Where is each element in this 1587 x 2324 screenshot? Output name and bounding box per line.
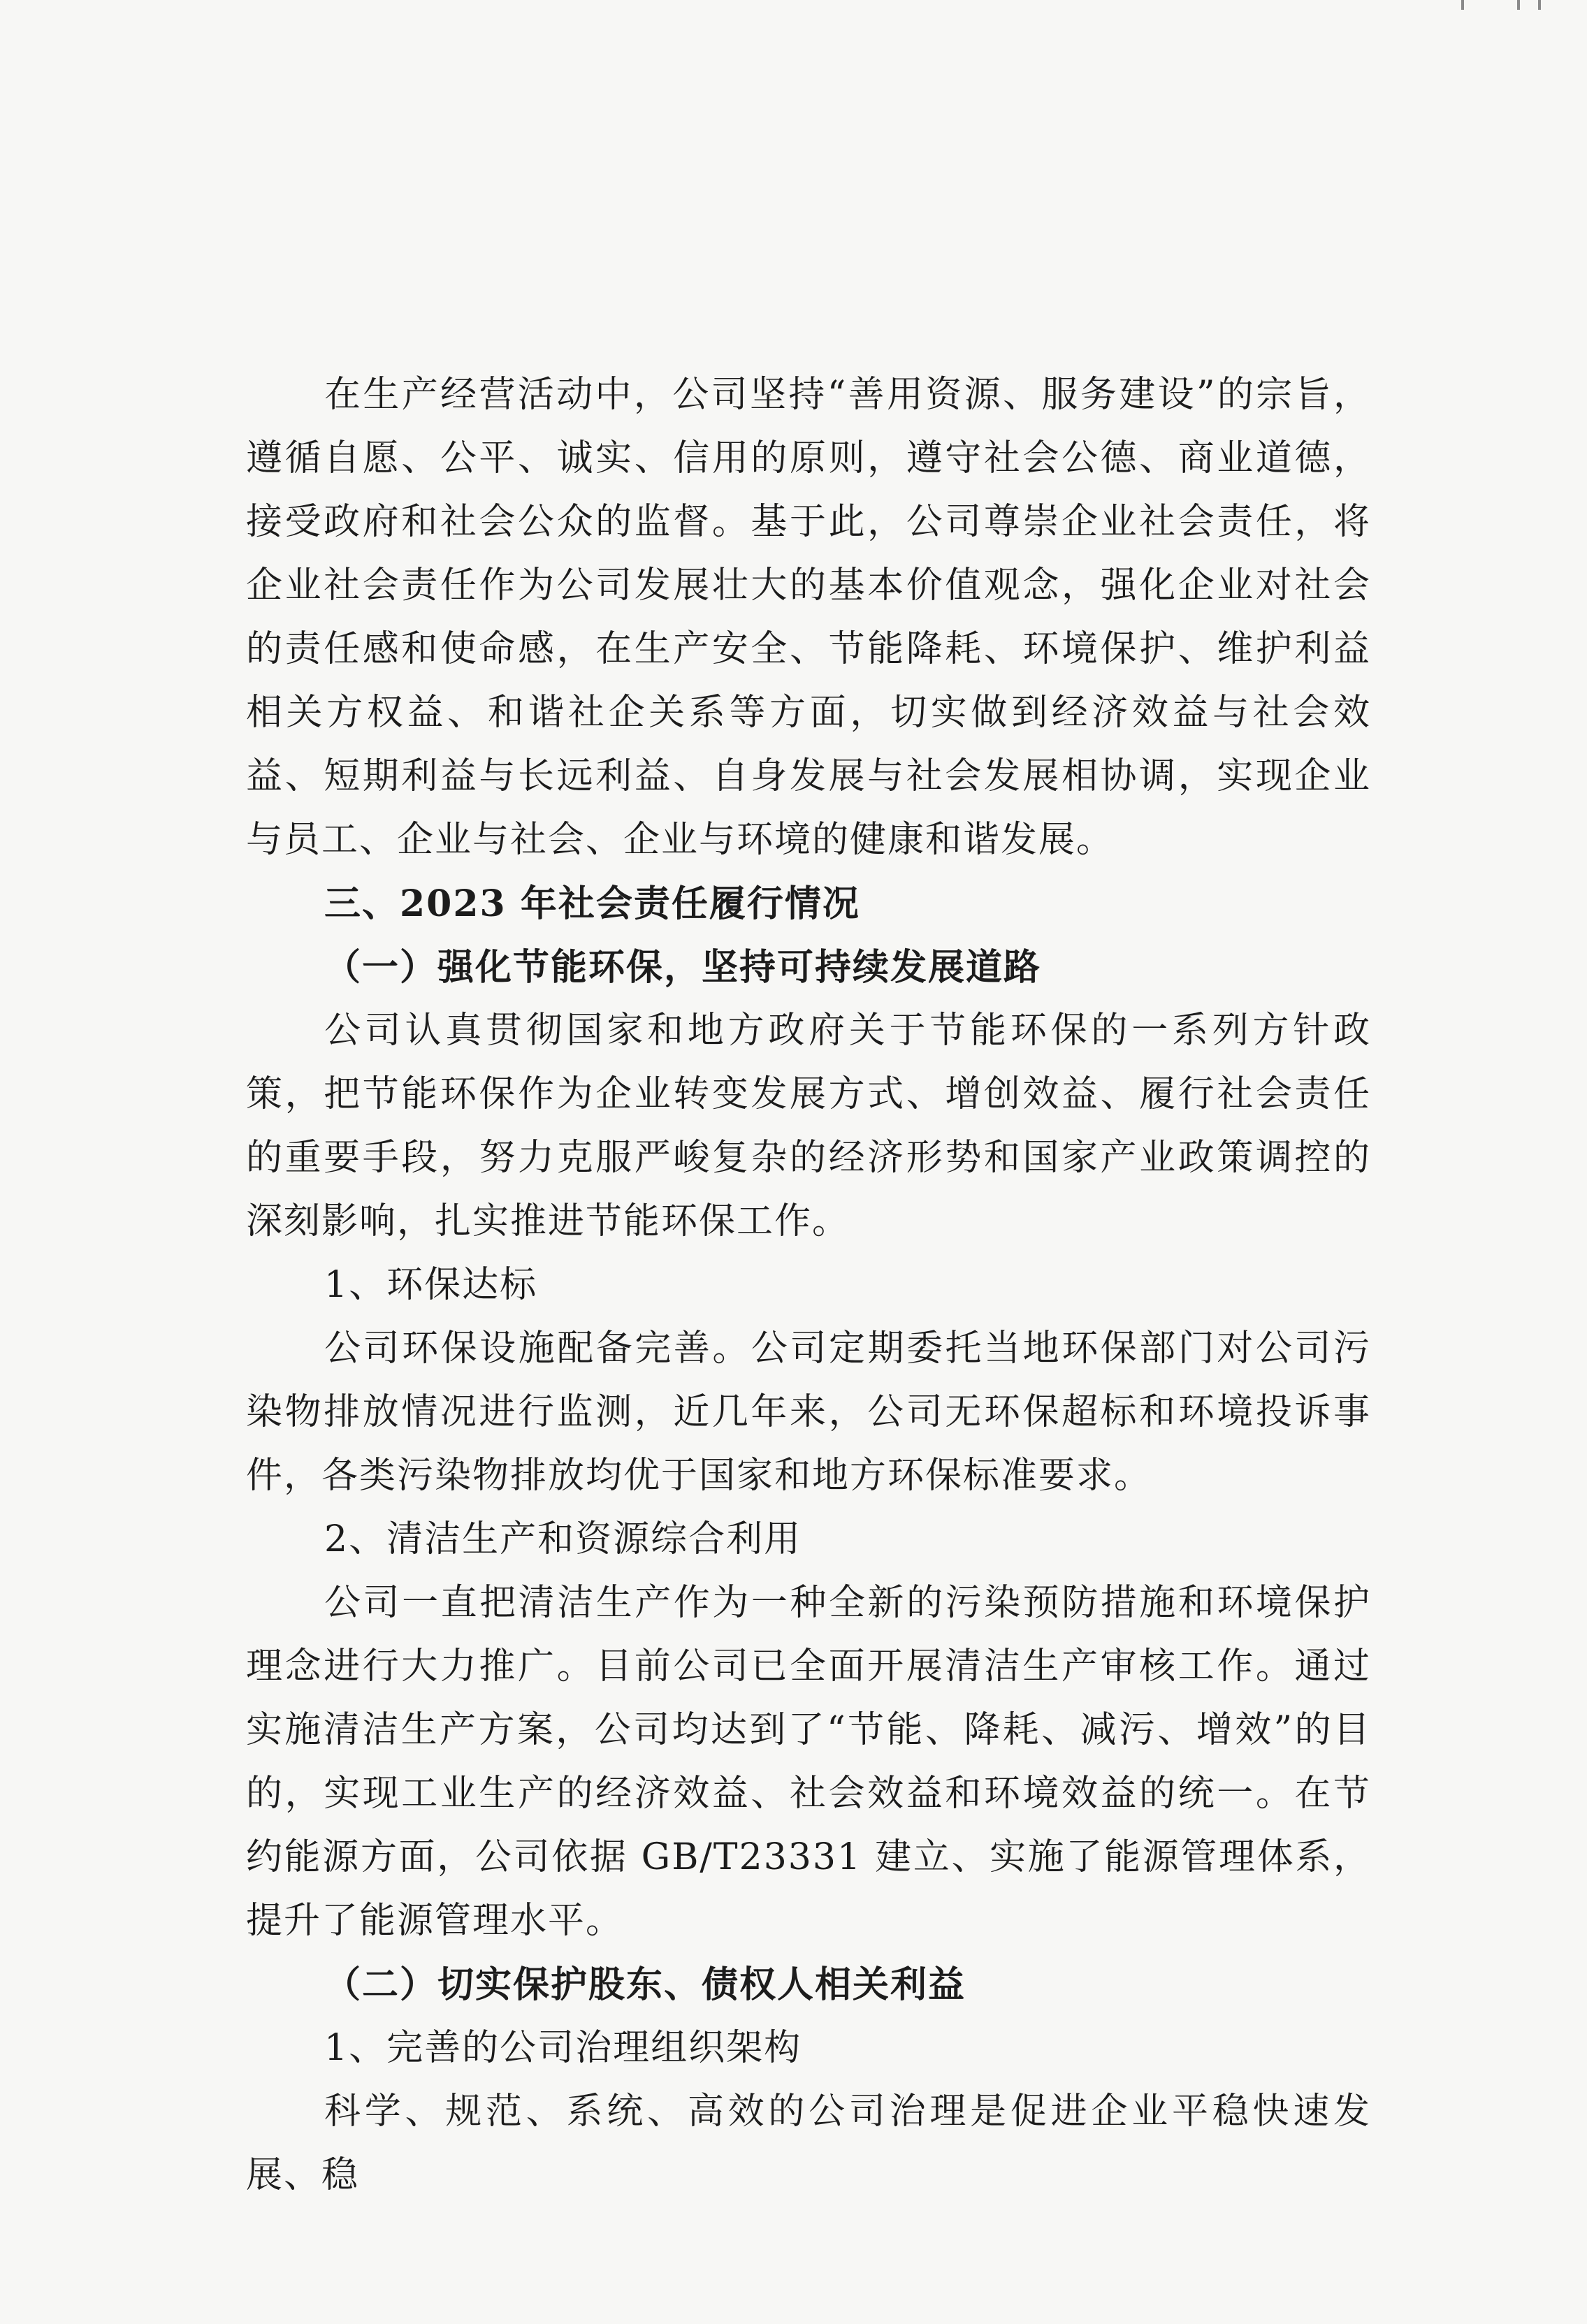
item-heading-environment: 1、环保达标 bbox=[324, 1264, 538, 1306]
paragraph-environment: 公司环保设施配备完善。公司定期委托当地环保部门对公司污染物排放情况进行监测，近几年来，公司无环保超标和环境投诉事件，各类污染物排放均优于国家和地方环保标准要求。 bbox=[246, 1328, 1371, 1497]
paragraph-clean-production: 公司一直把清洁生产作为一种全新的污染预防措施和环境保护理念进行大力推广。目前公司已全面开展清洁生产审核工作。通过实施清洁生产方案，公司均达到了“节能、降耗、减污、增效”的目的，实现工业生产的经济效益、社会效益和环境效益的统一。在节约能源方面，公司依据 GB/T23331 建立、实施了能源管理体系，提升了能源管理水平。 bbox=[246, 1582, 1371, 1942]
scan-artifact bbox=[1447, 0, 1559, 13]
paragraph-intro: 在生产经营活动中，公司坚持“善用资源、服务建设”的宗旨，遵循自愿、公平、诚实、信用的原则，遵守社会公德、商业道德，接受政府和社会公众的监督。基于此，公司尊崇企业社会责任，将企业社会责任作为公司发展壮大的基本价值观念，强化企业对社会的责任感和使命感，在生产安全、节能降耗、环境保护、维护利益相关方权益、和谐社企关系等方面，切实做到经济效益与社会效益、短期利益与长远利益、自身发展与社会发展相协调，实现企业与员工、企业与社会、企业与环境的健康和谐发展。 bbox=[246, 374, 1371, 861]
subsection-heading-energy: （一）强化节能环保，坚持可持续发展道路 bbox=[324, 946, 1042, 989]
subsection-heading-shareholders: （二）切实保护股东、债权人相关利益 bbox=[324, 1963, 966, 2006]
item-heading-clean-production: 2、清洁生产和资源综合利用 bbox=[324, 1518, 802, 1560]
paragraph-governance: 科学、规范、系统、高效的公司治理是促进企业平稳快速发展、稳 bbox=[246, 2091, 1371, 2196]
item-heading-governance: 1、完善的公司治理组织架构 bbox=[324, 2027, 802, 2069]
paragraph-energy: 公司认真贯彻国家和地方政府关于节能环保的一系列方针政策，把节能环保作为企业转变发展方式、增创效益、履行社会责任的重要手段，努力克服严峻复杂的经济形势和国家产业政策调控的深刻影响，扎实推进节能环保工作。 bbox=[246, 1010, 1371, 1242]
section-heading-3: 三、2023 年社会责任履行情况 bbox=[324, 883, 860, 925]
document-body bbox=[246, 363, 1371, 2207]
